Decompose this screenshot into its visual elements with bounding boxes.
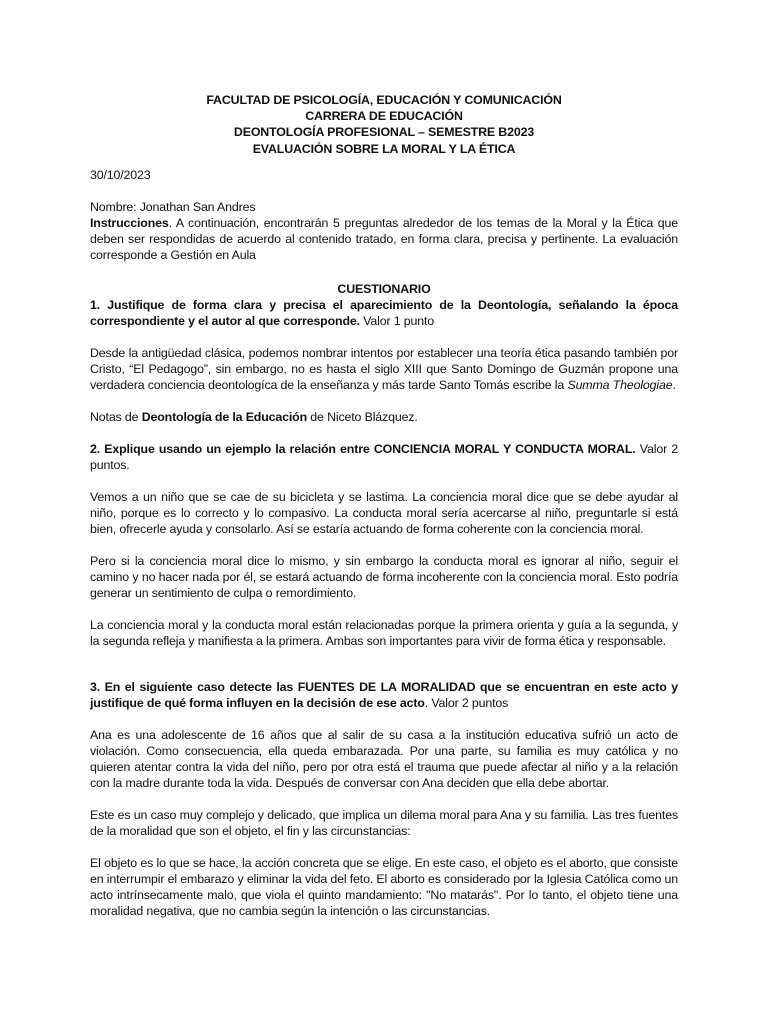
career-title: CARRERA DE EDUCACIÓN xyxy=(305,109,463,124)
instructions-label: Instrucciones xyxy=(90,215,169,230)
instructions-paragraph xyxy=(90,215,678,263)
answer-3-paragraph-1: Ana es una adolescente de 16 años que al salir de su casa a la institución educativa sufrió un acto de violación. Como consecuencia, ella queda embarazada. Por una parte, su familia es muy católica y no quieren atentar contra la vida del niño, pero por otra está el trauma que puede afectar al niño y a la relación con la madre durante toda la vida. Después de conversar con Ana deciden que ella debe abortar. xyxy=(90,727,678,790)
answer-3-paragraph-2: Este es un caso muy complejo y delicado, que implica un dilema moral para Ana y su familia. Las tres fuentes de la moralidad que son el objeto, el fin y las circunstancias: xyxy=(90,807,678,838)
notes-book-title: Deontología de la Educación xyxy=(141,409,307,424)
question-1 xyxy=(90,297,678,329)
student-name: Nombre: Jonathan San Andres xyxy=(90,199,256,214)
question-2-text: 2. Explique usando un ejemplo la relación entre CONCIENCIA MORAL Y CONDUCTA MORAL. xyxy=(90,441,636,456)
answer-1-text: Desde la antigüedad clásica, podemos nombrar intentos por establecer una teoría ética pasando también por Cristo, “El Pedagogo”, sin embargo, no es hasta el siglo XIII que Santo Domingo de Guzmán propone una verdadera conciencia deontologíca de la enseñanza y más tarde Santo Tomás escribe la xyxy=(90,345,678,392)
question-2-value: Valor 2 puntos. xyxy=(90,441,678,472)
question-2 xyxy=(90,441,678,473)
answer-1-paragraph xyxy=(90,345,678,393)
answer-1-italic-title: Summa Theologiae xyxy=(567,377,673,392)
questionnaire-title: CUESTIONARIO xyxy=(337,281,431,296)
document-header xyxy=(90,92,678,157)
notes-author: de Niceto Blázquez. xyxy=(307,409,418,424)
course-title: DEONTOLOGÍA PROFESIONAL – SEMESTRE B2023 xyxy=(233,125,535,140)
answer-3-paragraph-3: El objeto es lo que se hace, la acción concreta que se elige. En este caso, el objeto es el aborto, que consiste en interrumpir el embarazo y eliminar la vida del feto. El aborto es considerado por la Iglesia Católica como un acto intrínsecamente malo, que viola el quinto mandamiento: "No matarás". Por lo tanto, el objeto tiene una moralidad negativa, que no cambia según la intención o las circunstancias. xyxy=(90,855,678,918)
question-3-value: . Valor 2 puntos xyxy=(424,695,509,710)
notes-prefix: Notas de xyxy=(90,409,142,424)
answer-2-paragraph-2: Pero si la conciencia moral dice lo mismo, y sin embargo la conducta moral es ignorar al niño, seguir el camino y no hacer nada por él, se estará actuando de forma incoherente con la conciencia moral. Esto podría generar un sentimiento de culpa o remordimiento. xyxy=(90,553,678,600)
question-3-text: 3. En el siguiente caso detecte las FUENTES DE LA MORALIDAD que se encuentran en este acto y justifique de qué forma influyen en la decisión de ese acto xyxy=(90,679,678,710)
question-1-text: 1. Justifique de forma clara y precisa el aparecimiento de la Deontología, señalando la época correspondiente y el autor al que corresponde. xyxy=(90,297,678,328)
answer-1-notes xyxy=(90,409,678,425)
question-1-value: Valor 1 punto xyxy=(359,313,435,328)
document-page xyxy=(90,92,678,919)
answer-2-paragraph-3: La conciencia moral y la conducta moral están relacionadas porque la primera orienta y guía a la segunda, y la segunda refleja y manifiesta a la primera. Ambas son importantes para vivir de forma ética y responsable. xyxy=(90,617,678,648)
document-date: 30/10/2023 xyxy=(90,167,151,182)
faculty-title: FACULTAD DE PSICOLOGÍA, EDUCACIÓN Y COMUNICACIÓN xyxy=(206,93,562,107)
answer-1-end: . xyxy=(672,377,676,392)
answer-2-paragraph-1: Vemos a un niño que se cae de su bicicleta y se lastima. La conciencia moral dice que se debe ayudar al niño, porque es lo correcto y lo compasivo. La conducta moral sería acercarse al niño, preguntarle si está bien, ofrecerle ayuda y consolarlo. Así se estaría actuando de forma coherente con la conciencia moral. xyxy=(90,489,678,536)
instructions-text: . A continuación, encontrarán 5 preguntas alrededor de los temas de la Moral y la Ética que deben ser respondidas de acuerdo al contenido tratado, en forma clara, precisa y pertinente. La evaluación corresponde a Gestión en Aula xyxy=(90,215,678,262)
evaluation-title: EVALUACIÓN SOBRE LA MORAL Y LA ÉTICA xyxy=(252,141,516,156)
question-3 xyxy=(90,679,678,711)
